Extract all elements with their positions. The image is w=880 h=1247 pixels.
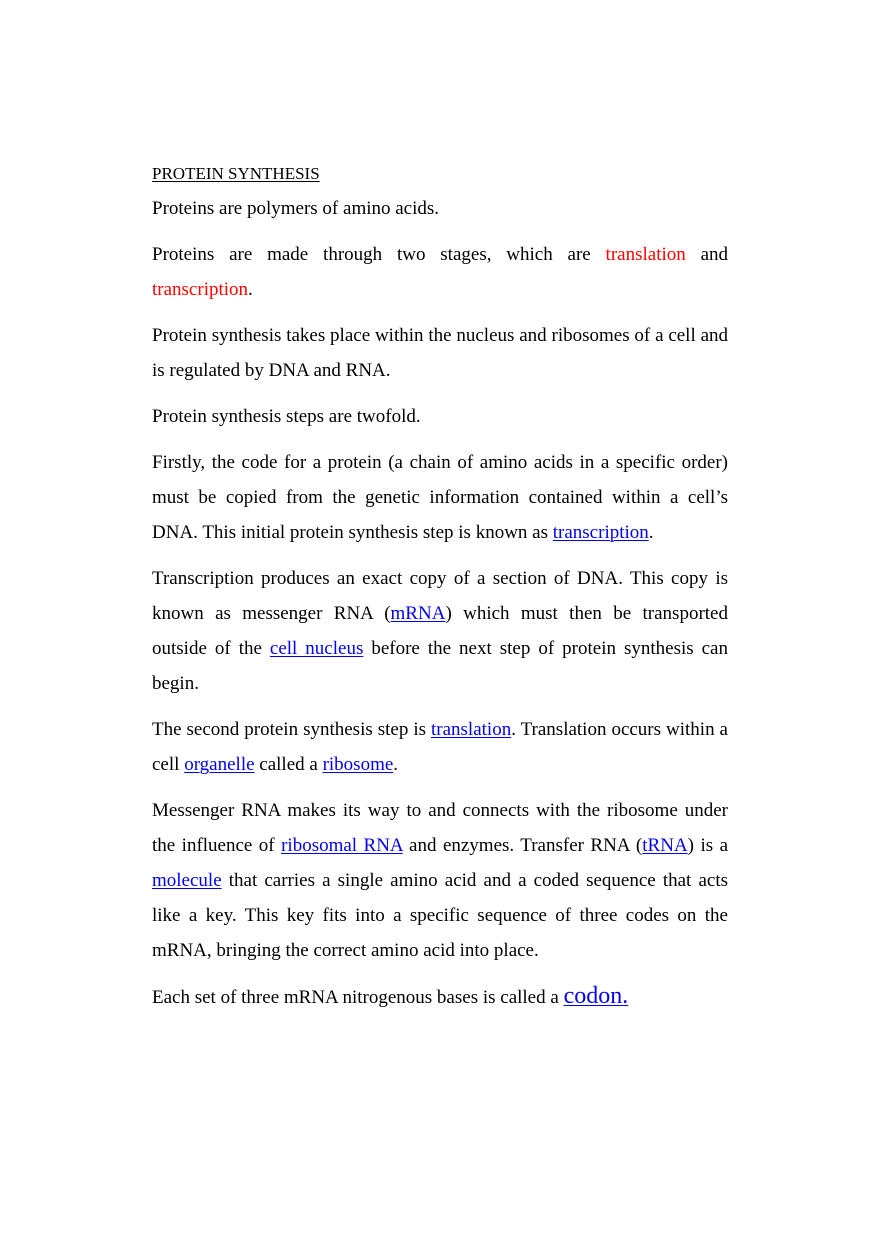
paragraph-text: before the next step of protein synthesis can begin. <box>152 638 728 694</box>
paragraph-text: . <box>393 754 399 775</box>
highlight-translation: translation <box>605 244 686 265</box>
paragraph-text: . <box>648 522 654 543</box>
link-translation[interactable]: translation <box>431 719 512 740</box>
paragraph-text: ) which must then be transported outside of the <box>152 603 728 659</box>
link-codon[interactable]: codon. <box>563 983 629 1009</box>
paragraph-3 <box>152 318 728 388</box>
paragraph-2 <box>152 237 728 307</box>
paragraph-text: Protein synthesis takes place within the nucleus and ribosomes of a cell and is regulated by DNA and RNA. <box>152 325 728 381</box>
paragraph-text: Each set of three mRNA nitrogenous bases is called a <box>152 987 564 1008</box>
link-cell-nucleus[interactable]: cell nucleus <box>269 638 364 659</box>
paragraph-7 <box>152 712 728 782</box>
paragraph-text: Messenger RNA makes its way to and connects with the ribosome under the influence of <box>152 800 728 856</box>
paragraph-text: The second protein synthesis step is <box>152 719 431 740</box>
paragraph-1 <box>152 191 728 226</box>
link-trna[interactable]: tRNA <box>642 835 688 856</box>
paragraph-text: Proteins are polymers of amino acids. <box>152 198 440 219</box>
paragraph-5 <box>152 445 728 550</box>
paragraph-text: Protein synthesis steps are twofold. <box>152 406 421 427</box>
paragraph-text: and enzymes. Transfer RNA ( <box>402 835 643 856</box>
paragraph-9 <box>152 979 728 1015</box>
paragraph-4 <box>152 399 728 434</box>
paragraph-text: Transcription produces an exact copy of a section of DNA. This copy is known as messenger RNA ( <box>152 568 728 624</box>
paragraph-text: Firstly, the code for a protein (a chain of amino acids in a specific order) must be copied from the genetic information contained within a cell’s DNA. This initial protein synthesis step is known as <box>152 452 728 543</box>
paragraph-text: that carries a single amino acid and a coded sequence that acts like a key. This key fits into a specific sequence of three codes on the mRNA, bringing the correct amino acid into place. <box>152 870 728 961</box>
link-transcription[interactable]: transcription <box>552 522 649 543</box>
link-ribosome[interactable]: ribosome <box>322 754 394 775</box>
link-organelle[interactable]: organelle <box>184 754 255 775</box>
link-mrna[interactable]: mRNA <box>390 603 446 624</box>
paragraph-text: called a <box>254 754 323 775</box>
paragraph-text: Proteins are made through two stages, which are <box>152 244 606 265</box>
document-title: PROTEIN SYNTHESIS <box>152 164 320 183</box>
paragraph-text: . Translation occurs within a cell <box>152 719 728 775</box>
paragraph-text: . <box>248 279 253 300</box>
document-body <box>152 156 728 1026</box>
highlight-transcription: transcription <box>152 279 249 300</box>
paragraph-text: and <box>685 244 728 265</box>
paragraph-text: ) is a <box>687 835 729 856</box>
link-molecule[interactable]: molecule <box>152 870 222 891</box>
paragraph-8 <box>152 793 728 968</box>
paragraph-6 <box>152 561 728 701</box>
link-ribosomal-rna[interactable]: ribosomal RNA <box>281 835 403 856</box>
